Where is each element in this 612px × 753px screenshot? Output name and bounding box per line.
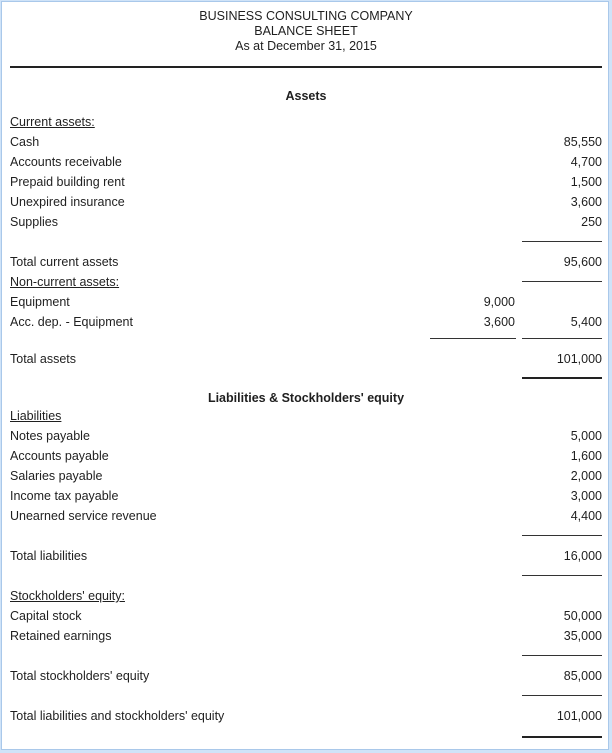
total-rule [522, 281, 602, 282]
total-assets-amount: 101,000 [556, 352, 602, 366]
line-item-label: Salaries payable [10, 469, 103, 483]
line-item-label: Accounts payable [10, 449, 109, 463]
line-item-amount: 250 [581, 215, 602, 229]
line-item-label: Cash [10, 135, 40, 149]
grand-total-rule [522, 377, 602, 379]
line-item-label: Unexpired insurance [10, 195, 125, 209]
subtotal-rule [522, 241, 602, 242]
line-item-amount: 4,700 [570, 155, 602, 169]
grand-total-rule [522, 736, 602, 738]
subtotal-rule [430, 338, 516, 339]
total-equity-label: Total stockholders' equity [10, 669, 150, 683]
acc-dep-label: Acc. dep. - Equipment [10, 315, 133, 329]
total-current-assets-amount: 95,600 [563, 255, 602, 269]
statement-title: BALANCE SHEET [254, 24, 358, 38]
line-item-label: Capital stock [10, 609, 82, 623]
total-current-assets-label: Total current assets [10, 255, 119, 269]
total-liabilities-label: Total liabilities [10, 549, 88, 563]
total-assets-label: Total assets [10, 352, 77, 366]
line-item-label: Income tax payable [10, 489, 119, 503]
total-rule [522, 695, 602, 696]
line-item-amount: 4,400 [570, 509, 602, 523]
line-item-label: Retained earnings [10, 629, 112, 643]
line-item-amount: 1,600 [570, 449, 602, 463]
line-item-amount: 50,000 [563, 609, 602, 623]
subtotal-rule [522, 338, 602, 339]
line-item-label: Prepaid building rent [10, 175, 125, 189]
grand-total-amount: 101,000 [556, 709, 602, 723]
line-item-amount: 3,600 [570, 195, 602, 209]
line-item-amount: 5,000 [570, 429, 602, 443]
subtotal-rule [522, 535, 602, 536]
acc-dep-amount: 3,600 [483, 315, 515, 329]
line-item-label: Unearned service revenue [10, 509, 157, 523]
line-item-amount: 85,550 [563, 135, 602, 149]
total-rule [522, 575, 602, 576]
current-assets-heading: Current assets: [10, 115, 95, 129]
line-item-amount: 1,500 [570, 175, 602, 189]
liabilities-section-title: Liabilities & Stockholders' equity [207, 391, 405, 405]
grand-total-label: Total liabilities and stockholders' equity [10, 709, 225, 723]
line-item-label: Notes payable [10, 429, 90, 443]
line-item-label: Supplies [10, 215, 58, 229]
assets-section-title: Assets [285, 89, 327, 103]
net-equipment-amount: 5,400 [570, 315, 602, 329]
company-name: BUSINESS CONSULTING COMPANY [199, 9, 413, 23]
line-item-amount: 3,000 [570, 489, 602, 503]
line-item-label: Accounts receivable [10, 155, 122, 169]
equipment-label: Equipment [10, 295, 70, 309]
total-equity-amount: 85,000 [563, 669, 602, 683]
total-liabilities-amount: 16,000 [563, 549, 602, 563]
statement-date: As at December 31, 2015 [235, 39, 377, 53]
equipment-amount: 9,000 [483, 295, 515, 309]
header-divider [10, 66, 602, 68]
subtotal-rule [522, 655, 602, 656]
noncurrent-assets-heading: Non-current assets: [10, 275, 120, 289]
line-item-amount: 35,000 [563, 629, 602, 643]
liabilities-heading: Liabilities [10, 409, 62, 423]
line-item-amount: 2,000 [570, 469, 602, 483]
equity-heading: Stockholders' equity: [10, 589, 125, 603]
